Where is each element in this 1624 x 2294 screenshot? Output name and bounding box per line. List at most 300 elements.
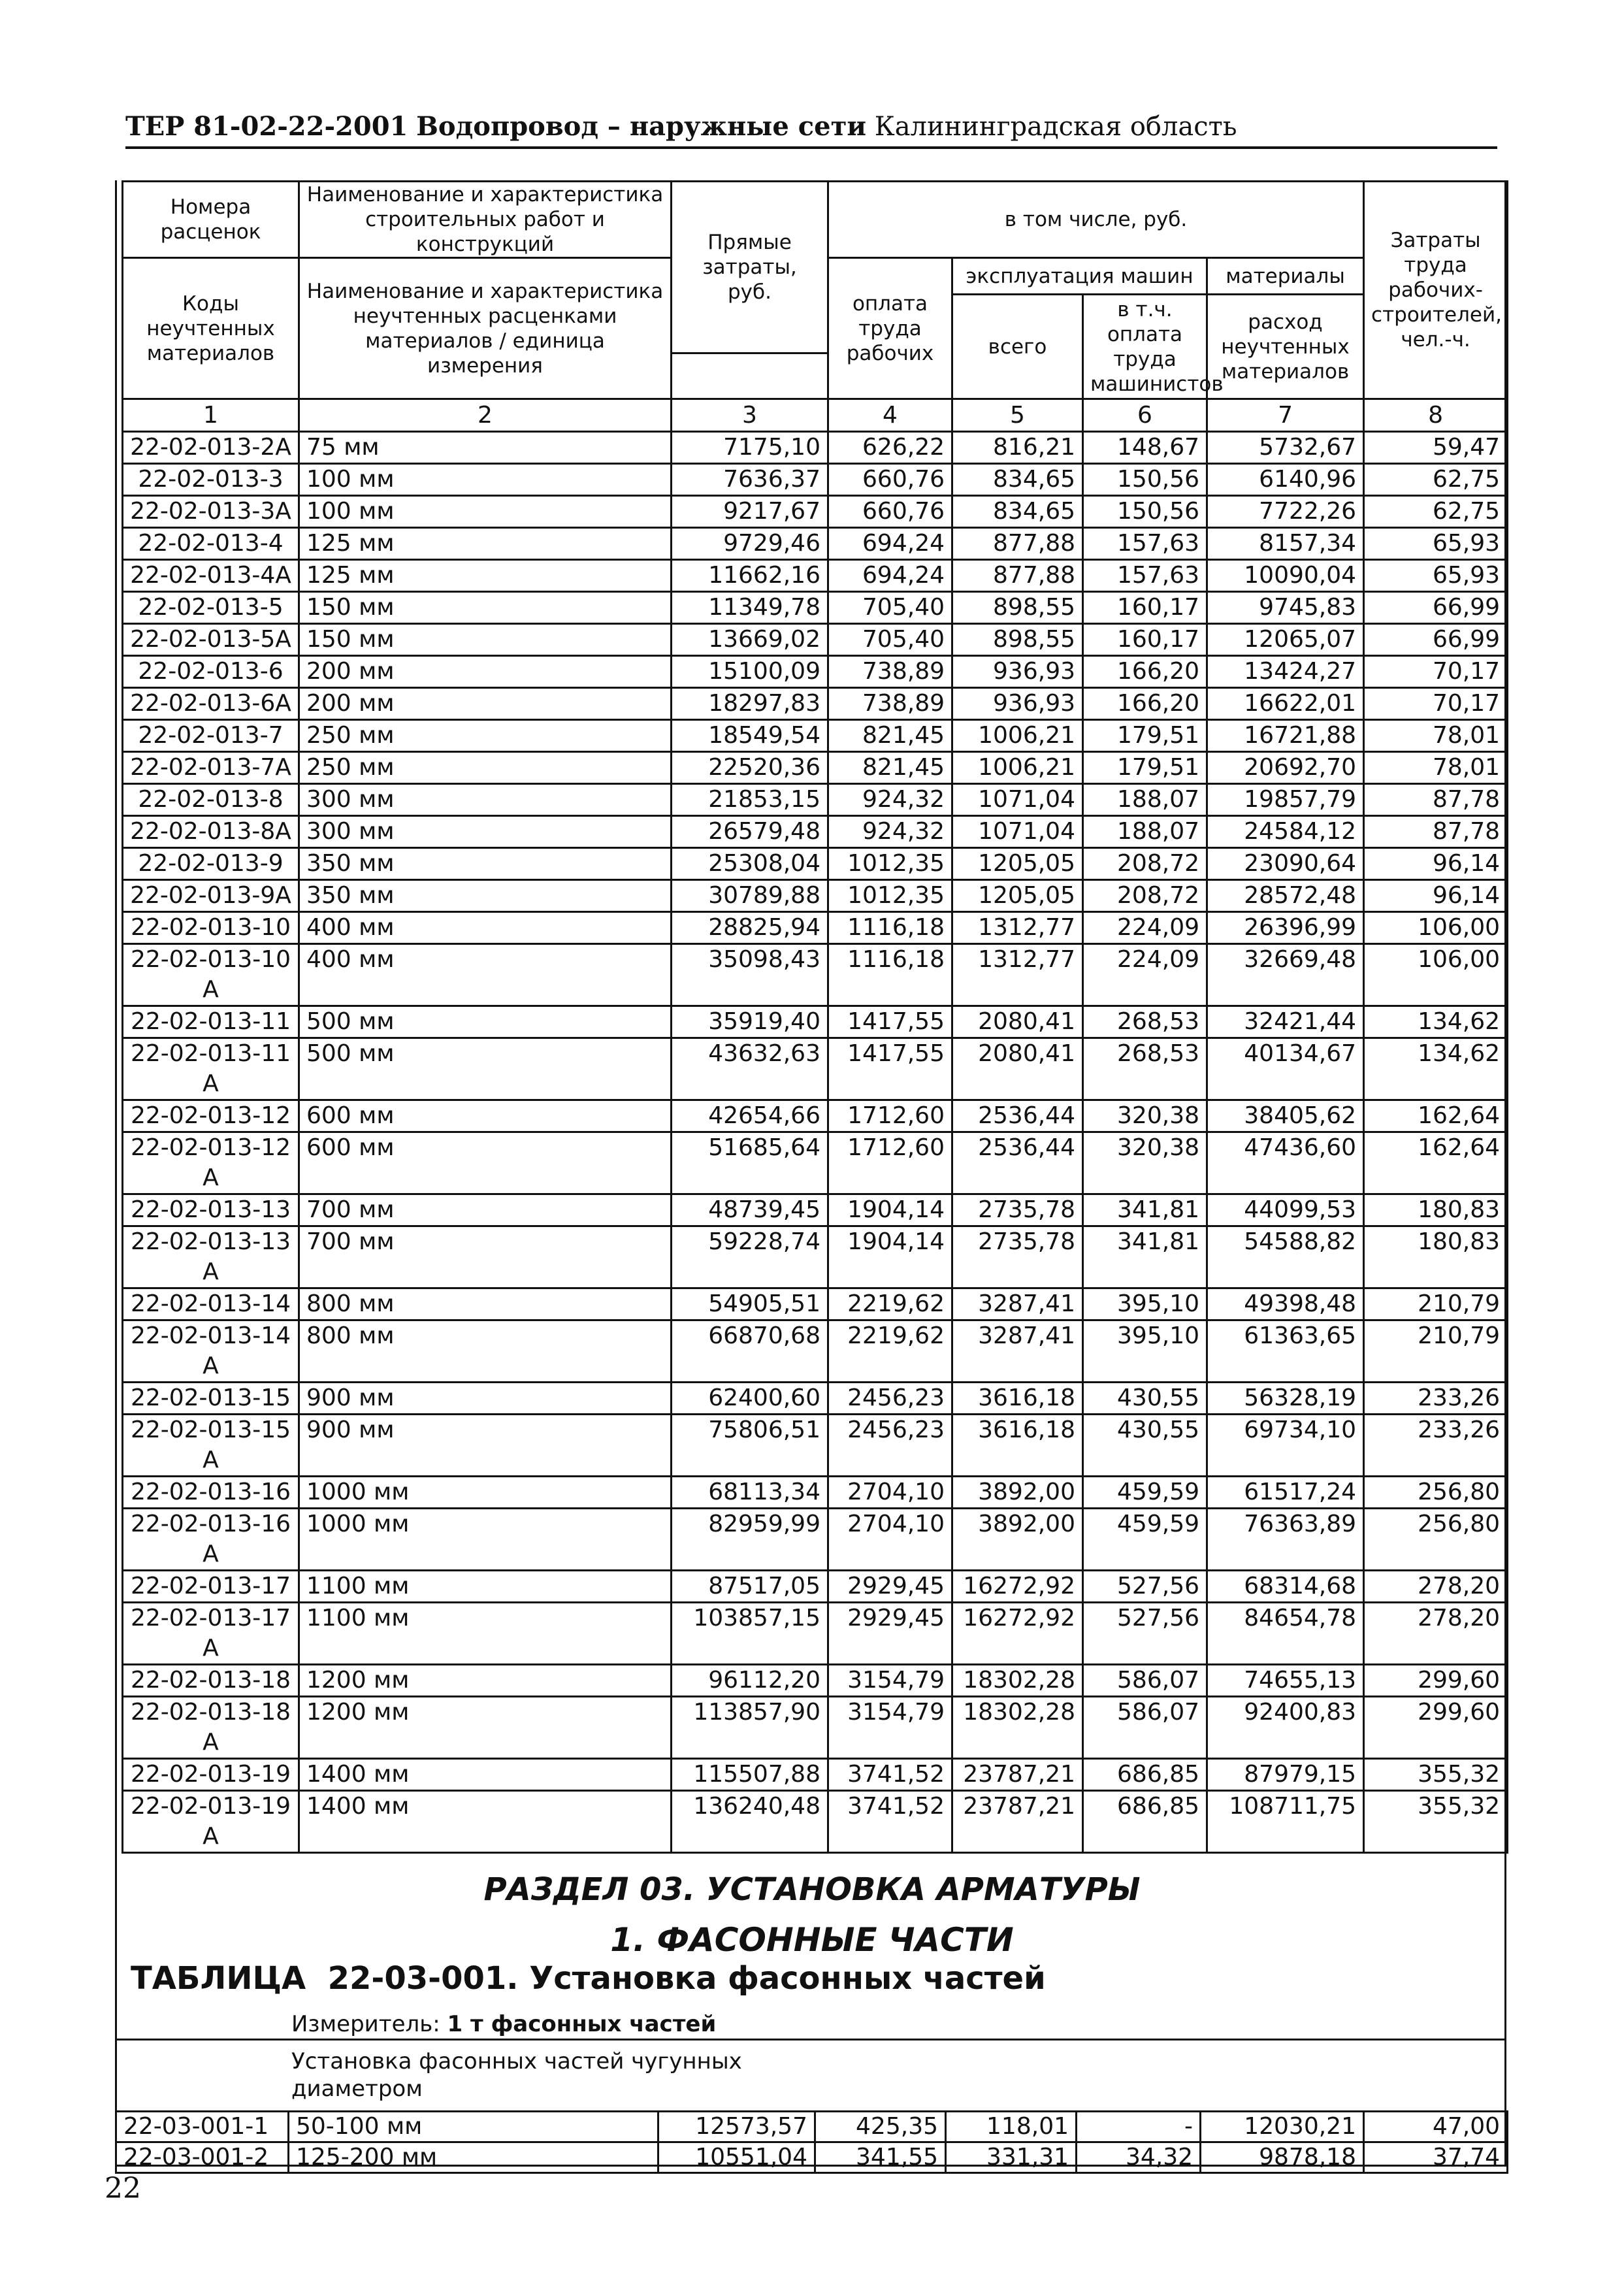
cell-direct: 13669,02 [672, 624, 828, 656]
cell-labor: 2704,10 [828, 1477, 952, 1509]
cell-mat: 13424,27 [1207, 656, 1364, 688]
cell-code: 22-02-013-3 [123, 464, 299, 496]
cell-mach_labor: 157,63 [1083, 560, 1207, 592]
cell-labor: 821,45 [828, 752, 952, 784]
cell-labor: 1417,55 [828, 1038, 952, 1100]
table-row [123, 1006, 1508, 1038]
cell-direct: 66870,68 [672, 1320, 828, 1383]
cell-labor: 705,40 [828, 624, 952, 656]
cell-code: 22-02-013-5А [123, 624, 299, 656]
cell-mach_labor: 148,67 [1083, 432, 1207, 464]
cell-direct: 113857,90 [672, 1697, 828, 1759]
cell-name: 250 мм [299, 720, 672, 752]
cell-name: 150 мм [299, 624, 672, 656]
cell-hours: 355,32 [1364, 1759, 1508, 1791]
cell-labor: 1012,35 [828, 848, 952, 880]
cell-direct: 18297,83 [672, 688, 828, 720]
cell-mach: 834,65 [952, 496, 1083, 528]
table-code: 22-03-001. [327, 1960, 519, 1997]
col-machinist-pay: в т.ч. оплата труда машинистов [1083, 295, 1207, 399]
cell-labor: 1417,55 [828, 1006, 952, 1038]
cell-mat: 19857,79 [1207, 784, 1364, 816]
table-row [123, 848, 1508, 880]
cell-code: 22-02-013-5 [123, 592, 299, 624]
cell-hours: 162,64 [1364, 1100, 1508, 1132]
table-row [123, 1477, 1508, 1509]
cell-hours: 180,83 [1364, 1194, 1508, 1226]
cell-mach_labor: 150,56 [1083, 496, 1207, 528]
cell-hours: 66,99 [1364, 592, 1508, 624]
cell-code: 22-02-013-15А [123, 1415, 299, 1477]
table-row [123, 1100, 1508, 1132]
cell-hours: 106,00 [1364, 912, 1508, 944]
cell-name: 100 мм [299, 496, 672, 528]
cell-labor: 425,35 [815, 2112, 946, 2142]
cell-code: 22-03-001-1 [116, 2112, 289, 2142]
cell-hours: 87,78 [1364, 816, 1508, 848]
cell-name: 250 мм [299, 752, 672, 784]
divider [115, 2039, 1506, 2040]
cell-mach: 3616,18 [952, 1415, 1083, 1477]
cell-direct: 21853,15 [672, 784, 828, 816]
table-row [123, 496, 1508, 528]
column-index: 1 [123, 399, 299, 432]
cell-hours: 233,26 [1364, 1415, 1508, 1477]
rates-table [122, 180, 1508, 1854]
cell-name: 400 мм [299, 944, 672, 1006]
cell-hours: 256,80 [1364, 1509, 1508, 1571]
cell-code: 22-03-001-2 [116, 2142, 289, 2173]
cell-direct: 15100,09 [672, 656, 828, 688]
cell-labor: 341,55 [815, 2142, 946, 2173]
cell-direct: 7175,10 [672, 432, 828, 464]
col-work-name: Наименование и характеристика строительных работ и конструкций [299, 182, 672, 258]
cell-direct: 42654,66 [672, 1100, 828, 1132]
cell-mach_labor: 686,85 [1083, 1791, 1207, 1853]
cell-hours: 299,60 [1364, 1665, 1508, 1697]
page-number: 22 [105, 2172, 141, 2205]
cell-mat: 76363,89 [1207, 1509, 1364, 1571]
cell-name: 700 мм [299, 1194, 672, 1226]
cell-mach_labor: 341,81 [1083, 1194, 1207, 1226]
cell-direct: 54905,51 [672, 1288, 828, 1320]
table-row [123, 1791, 1508, 1853]
cell-direct: 12573,57 [658, 2112, 815, 2142]
cell-hours: 78,01 [1364, 720, 1508, 752]
cell-labor: 738,89 [828, 688, 952, 720]
cell-code: 22-02-013-6А [123, 688, 299, 720]
cell-direct: 48739,45 [672, 1194, 828, 1226]
cell-code: 22-02-013-8 [123, 784, 299, 816]
cell-code: 22-02-013-15 [123, 1383, 299, 1415]
table-body [123, 432, 1508, 1853]
cell-direct: 62400,60 [672, 1383, 828, 1415]
cell-name: 200 мм [299, 656, 672, 688]
cell-mach: 1205,05 [952, 848, 1083, 880]
cell-mach: 1071,04 [952, 784, 1083, 816]
cell-direct: 22520,36 [672, 752, 828, 784]
cell-mat: 40134,67 [1207, 1038, 1364, 1100]
cell-labor: 626,22 [828, 432, 952, 464]
table-row [123, 1665, 1508, 1697]
cell-direct: 11662,16 [672, 560, 828, 592]
cell-name: 900 мм [299, 1415, 672, 1477]
cell-mach_labor: 179,51 [1083, 752, 1207, 784]
cell-labor: 3154,79 [828, 1697, 952, 1759]
cell-mat: 8157,34 [1207, 528, 1364, 560]
cell-mach_labor: 179,51 [1083, 720, 1207, 752]
cell-mach: 2080,41 [952, 1006, 1083, 1038]
cell-labor: 3741,52 [828, 1791, 952, 1853]
cell-mach_labor: 341,81 [1083, 1226, 1207, 1288]
cell-mach: 23787,21 [952, 1791, 1083, 1853]
cell-mach_labor: 160,17 [1083, 624, 1207, 656]
cell-labor: 1012,35 [828, 880, 952, 912]
table-row [123, 752, 1508, 784]
cell-hours: 134,62 [1364, 1038, 1508, 1100]
cell-direct: 18549,54 [672, 720, 828, 752]
cell-code: 22-02-013-4А [123, 560, 299, 592]
fittings-body [116, 2112, 1508, 2173]
cell-labor: 3741,52 [828, 1759, 952, 1791]
cell-hours: 62,75 [1364, 496, 1508, 528]
cell-name: 200 мм [299, 688, 672, 720]
cell-mat: 26396,99 [1207, 912, 1364, 944]
cell-name: 1100 мм [299, 1603, 672, 1665]
cell-mach_labor: 268,53 [1083, 1038, 1207, 1100]
table-row [123, 1509, 1508, 1571]
measure-label: Измеритель: [291, 2011, 440, 2037]
cell-mat: 28572,48 [1207, 880, 1364, 912]
cell-labor: 660,76 [828, 496, 952, 528]
cell-hours: 66,99 [1364, 624, 1508, 656]
cell-mach: 2536,44 [952, 1100, 1083, 1132]
cell-mach: 3892,00 [952, 1509, 1083, 1571]
cell-mach: 118,01 [946, 2112, 1077, 2142]
cell-name: 125 мм [299, 528, 672, 560]
cell-mach_labor: 188,07 [1083, 816, 1207, 848]
cell-direct: 75806,51 [672, 1415, 828, 1477]
cell-mach_labor: - [1077, 2112, 1201, 2142]
cell-labor: 3154,79 [828, 1665, 952, 1697]
column-index: 7 [1207, 399, 1364, 432]
table-row [123, 592, 1508, 624]
cell-code: 22-02-013-10 [123, 912, 299, 944]
cell-mach_labor: 320,38 [1083, 1132, 1207, 1194]
cell-mach: 1071,04 [952, 816, 1083, 848]
cell-direct: 11349,78 [672, 592, 828, 624]
column-index: 4 [828, 399, 952, 432]
cell-hours: 47,00 [1364, 2112, 1508, 2142]
cell-mat: 16622,01 [1207, 688, 1364, 720]
table-row [123, 688, 1508, 720]
cell-mat: 74655,13 [1207, 1665, 1364, 1697]
cell-code: 22-02-013-13А [123, 1226, 299, 1288]
table-row [123, 560, 1508, 592]
table-row [116, 2112, 1508, 2142]
cell-mat: 61363,65 [1207, 1320, 1364, 1383]
table-row [123, 1571, 1508, 1603]
cell-mach_labor: 586,07 [1083, 1665, 1207, 1697]
cell-labor: 705,40 [828, 592, 952, 624]
cell-mach_labor: 527,56 [1083, 1603, 1207, 1665]
cell-mat: 9878,18 [1201, 2142, 1364, 2173]
cell-code: 22-02-013-2А [123, 432, 299, 464]
cell-labor: 2456,23 [828, 1383, 952, 1415]
cell-mach_labor: 150,56 [1083, 464, 1207, 496]
col-direct-costs: Прямые затраты, руб. [672, 182, 828, 353]
section-subtitle: 1. ФАСОННЫЕ ЧАСТИ [610, 1921, 1014, 1959]
cell-direct: 35919,40 [672, 1006, 828, 1038]
cell-mach_labor: 166,20 [1083, 656, 1207, 688]
cell-code: 22-02-013-6 [123, 656, 299, 688]
table-header [123, 182, 1508, 432]
cell-mach: 898,55 [952, 592, 1083, 624]
cell-direct: 7636,37 [672, 464, 828, 496]
column-index: 6 [1083, 399, 1207, 432]
cell-name: 100 мм [299, 464, 672, 496]
cell-name: 700 мм [299, 1226, 672, 1288]
cell-mach: 2536,44 [952, 1132, 1083, 1194]
cell-mach: 1312,77 [952, 912, 1083, 944]
cell-code: 22-02-013-13 [123, 1194, 299, 1226]
cell-mat: 49398,48 [1207, 1288, 1364, 1320]
cell-hours: 355,32 [1364, 1791, 1508, 1853]
cell-name: 125 мм [299, 560, 672, 592]
measure-value: 1 т фасонных частей [447, 2011, 717, 2037]
cell-hours: 180,83 [1364, 1226, 1508, 1288]
cell-labor: 1116,18 [828, 912, 952, 944]
col-worker-pay: оплата труда рабочих [828, 258, 952, 399]
table-row [123, 1383, 1508, 1415]
cell-direct: 87517,05 [672, 1571, 828, 1603]
cell-mach_labor: 395,10 [1083, 1288, 1207, 1320]
cell-mach_labor: 188,07 [1083, 784, 1207, 816]
cell-name: 300 мм [299, 816, 672, 848]
cell-hours: 256,80 [1364, 1477, 1508, 1509]
cell-name: 75 мм [299, 432, 672, 464]
cell-code: 22-02-013-18 [123, 1665, 299, 1697]
table-row [123, 1415, 1508, 1477]
cell-mat: 9745,83 [1207, 592, 1364, 624]
cell-direct: 51685,64 [672, 1132, 828, 1194]
cell-mach: 877,88 [952, 528, 1083, 560]
cell-code: 22-02-013-14 [123, 1288, 299, 1320]
col-material-names: Наименование и характеристика неучтенных расценками материалов / единица измерения [299, 258, 672, 399]
table-row [123, 432, 1508, 464]
table-row [123, 656, 1508, 688]
cell-mach_labor: 459,59 [1083, 1477, 1207, 1509]
cell-mach: 2735,78 [952, 1194, 1083, 1226]
cell-labor: 924,32 [828, 816, 952, 848]
cell-mach: 816,21 [952, 432, 1083, 464]
cell-name: 900 мм [299, 1383, 672, 1415]
cell-code: 22-02-013-14А [123, 1320, 299, 1383]
cell-hours: 59,47 [1364, 432, 1508, 464]
cell-direct: 9729,46 [672, 528, 828, 560]
table-row [123, 464, 1508, 496]
cell-mat: 61517,24 [1207, 1477, 1364, 1509]
cell-hours: 37,74 [1364, 2142, 1508, 2173]
cell-direct: 10551,04 [658, 2142, 815, 2173]
cell-mat: 87979,15 [1207, 1759, 1364, 1791]
cell-labor: 1904,14 [828, 1194, 952, 1226]
cell-mach: 23787,21 [952, 1759, 1083, 1791]
cell-mat: 38405,62 [1207, 1100, 1364, 1132]
col-machines-total: всего [952, 295, 1083, 399]
cell-name: 800 мм [299, 1288, 672, 1320]
cell-labor: 2929,45 [828, 1603, 952, 1665]
cell-mach_labor: 459,59 [1083, 1509, 1207, 1571]
cell-code: 22-02-013-8А [123, 816, 299, 848]
cell-code: 22-02-013-12А [123, 1132, 299, 1194]
cell-direct: 96112,20 [672, 1665, 828, 1697]
cell-name: 1000 мм [299, 1509, 672, 1571]
cell-mach: 1312,77 [952, 944, 1083, 1006]
cell-mat: 69734,10 [1207, 1415, 1364, 1477]
cell-name: 125-200 мм [289, 2142, 658, 2173]
cell-mat: 10090,04 [1207, 560, 1364, 592]
cell-labor: 1116,18 [828, 944, 952, 1006]
cell-mach: 18302,28 [952, 1665, 1083, 1697]
cell-labor: 1712,60 [828, 1132, 952, 1194]
cell-mach_labor: 268,53 [1083, 1006, 1207, 1038]
cell-name: 400 мм [299, 912, 672, 944]
table-row [123, 944, 1508, 1006]
col-material-usage: расход неучтенных материалов [1207, 295, 1364, 399]
cell-mat: 16721,88 [1207, 720, 1364, 752]
cell-code: 22-02-013-7 [123, 720, 299, 752]
cell-direct: 9217,67 [672, 496, 828, 528]
cell-hours: 233,26 [1364, 1383, 1508, 1415]
cell-name: 350 мм [299, 848, 672, 880]
doc-code: ТЕР 81-02-22-2001 [125, 111, 408, 142]
cell-hours: 106,00 [1364, 944, 1508, 1006]
cell-code: 22-02-013-18А [123, 1697, 299, 1759]
cell-name: 1400 мм [299, 1759, 672, 1791]
cell-mat: 54588,82 [1207, 1226, 1364, 1288]
cell-labor: 694,24 [828, 528, 952, 560]
column-index: 5 [952, 399, 1083, 432]
table-label: ТАБЛИЦА [131, 1960, 306, 1997]
col-group-machines: эксплуатация машин [952, 258, 1207, 295]
table-row [123, 1697, 1508, 1759]
cell-code: 22-02-013-3А [123, 496, 299, 528]
col-labor-hours: Затраты труда рабочих-строителей, чел.-ч. [1364, 182, 1508, 399]
table-row [123, 816, 1508, 848]
cell-mach_labor: 586,07 [1083, 1697, 1207, 1759]
table-row [123, 1194, 1508, 1226]
cell-mach_labor: 157,63 [1083, 528, 1207, 560]
cell-code: 22-02-013-12 [123, 1100, 299, 1132]
cell-labor: 2219,62 [828, 1288, 952, 1320]
cell-direct: 28825,94 [672, 912, 828, 944]
cell-code: 22-02-013-9А [123, 880, 299, 912]
cell-hours: 278,20 [1364, 1571, 1508, 1603]
cell-direct: 82959,99 [672, 1509, 828, 1571]
cell-mach: 936,93 [952, 688, 1083, 720]
cell-hours: 96,14 [1364, 848, 1508, 880]
table-row [123, 784, 1508, 816]
column-index: 3 [672, 399, 828, 432]
cell-code: 22-02-013-4 [123, 528, 299, 560]
cell-mach_labor: 320,38 [1083, 1100, 1207, 1132]
cell-mach_labor: 34,32 [1077, 2142, 1201, 2173]
cell-labor: 738,89 [828, 656, 952, 688]
cell-mat: 6140,96 [1207, 464, 1364, 496]
col-group-including: в том числе, руб. [828, 182, 1364, 258]
cell-mat: 44099,53 [1207, 1194, 1364, 1226]
cell-labor: 1904,14 [828, 1226, 952, 1288]
cell-direct: 115507,88 [672, 1759, 828, 1791]
cell-mach: 834,65 [952, 464, 1083, 496]
cell-mach: 16272,92 [952, 1603, 1083, 1665]
cell-hours: 162,64 [1364, 1132, 1508, 1194]
cell-name: 150 мм [299, 592, 672, 624]
cell-mat: 32421,44 [1207, 1006, 1364, 1038]
cell-labor: 694,24 [828, 560, 952, 592]
cell-mat: 12065,07 [1207, 624, 1364, 656]
cell-hours: 70,17 [1364, 656, 1508, 688]
table-title [131, 1960, 1046, 1997]
cell-labor: 924,32 [828, 784, 952, 816]
cell-mach_labor: 166,20 [1083, 688, 1207, 720]
col-material-codes: Коды неучтенных материалов [123, 258, 299, 399]
col-group-materials: материалы [1207, 258, 1364, 295]
cell-labor: 821,45 [828, 720, 952, 752]
table-row [123, 912, 1508, 944]
cell-code: 22-02-013-16 [123, 1477, 299, 1509]
cell-direct: 26579,48 [672, 816, 828, 848]
cell-code: 22-02-013-16А [123, 1509, 299, 1571]
cell-name: 500 мм [299, 1006, 672, 1038]
cell-hours: 299,60 [1364, 1697, 1508, 1759]
table-row [123, 1320, 1508, 1383]
cell-name: 1100 мм [299, 1571, 672, 1603]
doc-region: Калининградская область [874, 112, 1237, 142]
cell-mat: 84654,78 [1207, 1603, 1364, 1665]
cell-mach_labor: 208,72 [1083, 880, 1207, 912]
cell-mach: 18302,28 [952, 1697, 1083, 1759]
column-index: 8 [1364, 399, 1508, 432]
cell-name: 600 мм [299, 1100, 672, 1132]
cell-mach_labor: 430,55 [1083, 1415, 1207, 1477]
cell-labor: 2704,10 [828, 1509, 952, 1571]
col-rate-number: Номера расценок [123, 182, 299, 258]
table-row [123, 880, 1508, 912]
measure-unit [291, 2011, 716, 2037]
table-row [123, 1759, 1508, 1791]
table-row [123, 1132, 1508, 1194]
section-title: РАЗДЕЛ 03. УСТАНОВКА АРМАТУРЫ [483, 1871, 1141, 1908]
cell-name: 1400 мм [299, 1791, 672, 1853]
cell-mach: 2080,41 [952, 1038, 1083, 1100]
doc-subject: Водопровод – наружные сети [416, 111, 867, 142]
column-index: 2 [299, 399, 672, 432]
cell-hours: 62,75 [1364, 464, 1508, 496]
cell-mach: 16272,92 [952, 1571, 1083, 1603]
cell-hours: 210,79 [1364, 1320, 1508, 1383]
table-name: Установка фасонных частей [529, 1960, 1046, 1997]
cell-name: 300 мм [299, 784, 672, 816]
cell-mach_labor: 430,55 [1083, 1383, 1207, 1415]
cell-hours: 134,62 [1364, 1006, 1508, 1038]
cell-mach_labor: 208,72 [1083, 848, 1207, 880]
table-row [123, 528, 1508, 560]
cell-mach: 1205,05 [952, 880, 1083, 912]
cell-hours: 87,78 [1364, 784, 1508, 816]
table-row [123, 720, 1508, 752]
